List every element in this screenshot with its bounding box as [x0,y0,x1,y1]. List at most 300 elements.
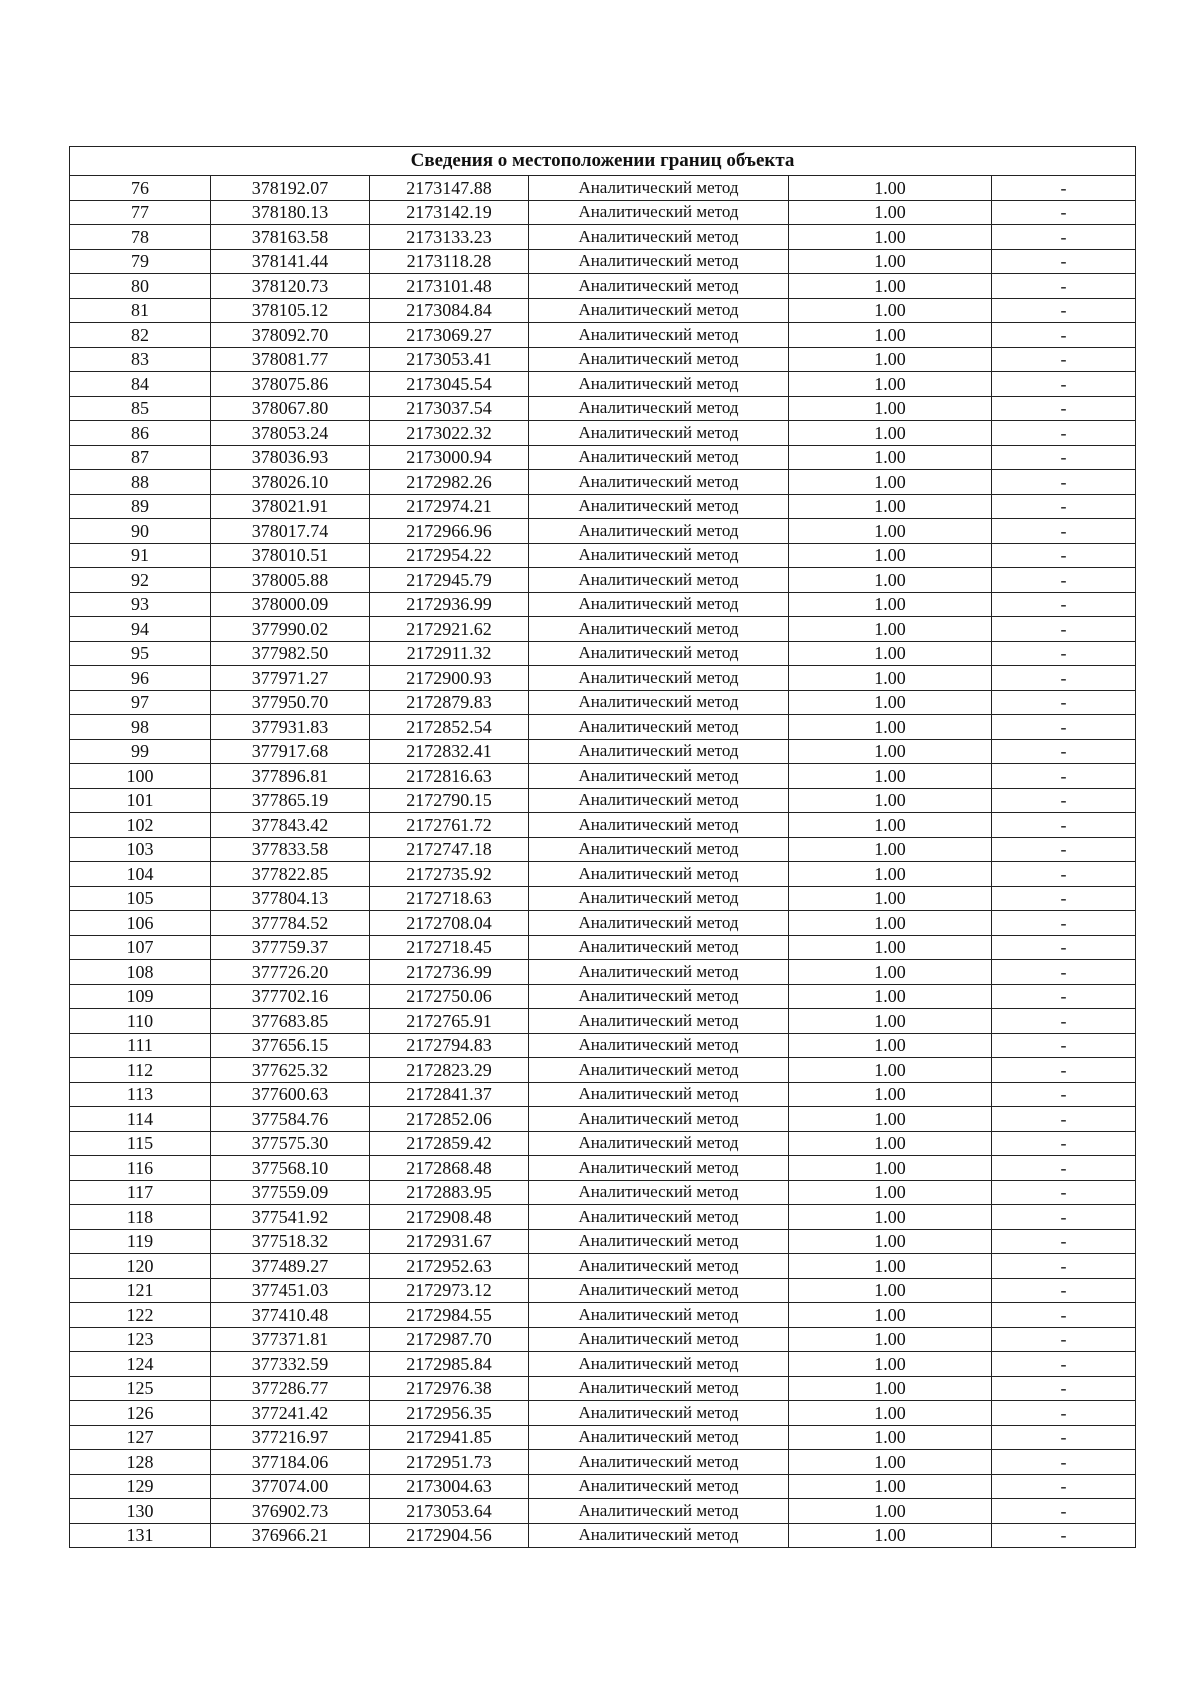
point-number-cell: 98 [70,715,211,740]
table-row [70,1058,1136,1083]
method-cell: Аналитический метод [529,1450,789,1475]
x-coordinate-cell: 378163.58 [211,225,370,250]
accuracy-cell: 1.00 [789,690,992,715]
table-row [70,543,1136,568]
y-coordinate-cell: 2173022.32 [370,421,529,446]
point-number-cell: 89 [70,494,211,519]
note-cell: - [992,764,1136,789]
method-cell: Аналитический метод [529,1131,789,1156]
point-number-cell: 90 [70,519,211,544]
method-cell: Аналитический метод [529,862,789,887]
table-row [70,1009,1136,1034]
y-coordinate-cell: 2172794.83 [370,1033,529,1058]
note-cell: - [992,1131,1136,1156]
point-number-cell: 124 [70,1352,211,1377]
accuracy-cell: 1.00 [789,617,992,642]
accuracy-cell: 1.00 [789,739,992,764]
table-row [70,1474,1136,1499]
y-coordinate-cell: 2172984.55 [370,1303,529,1328]
note-cell: - [992,911,1136,936]
table-row [70,1450,1136,1475]
note-cell: - [992,862,1136,887]
x-coordinate-cell: 377451.03 [211,1278,370,1303]
point-number-cell: 107 [70,935,211,960]
x-coordinate-cell: 377541.92 [211,1205,370,1230]
method-cell: Аналитический метод [529,1180,789,1205]
point-number-cell: 94 [70,617,211,642]
accuracy-cell: 1.00 [789,1303,992,1328]
y-coordinate-cell: 2172823.29 [370,1058,529,1083]
x-coordinate-cell: 378000.09 [211,592,370,617]
accuracy-cell: 1.00 [789,1082,992,1107]
table-row [70,249,1136,274]
y-coordinate-cell: 2172973.12 [370,1278,529,1303]
x-coordinate-cell: 377575.30 [211,1131,370,1156]
table-row [70,1523,1136,1548]
method-cell: Аналитический метод [529,641,789,666]
point-number-cell: 97 [70,690,211,715]
y-coordinate-cell: 2172761.72 [370,813,529,838]
y-coordinate-cell: 2172954.22 [370,543,529,568]
method-cell: Аналитический метод [529,347,789,372]
method-cell: Аналитический метод [529,396,789,421]
x-coordinate-cell: 378010.51 [211,543,370,568]
x-coordinate-cell: 378120.73 [211,274,370,299]
note-cell: - [992,1229,1136,1254]
x-coordinate-cell: 377784.52 [211,911,370,936]
note-cell: - [992,1278,1136,1303]
y-coordinate-cell: 2172956.35 [370,1401,529,1426]
table-row [70,1401,1136,1426]
method-cell: Аналитический метод [529,1082,789,1107]
accuracy-cell: 1.00 [789,788,992,813]
method-cell: Аналитический метод [529,1401,789,1426]
y-coordinate-cell: 2172736.99 [370,960,529,985]
note-cell: - [992,225,1136,250]
method-cell: Аналитический метод [529,739,789,764]
accuracy-cell: 1.00 [789,960,992,985]
x-coordinate-cell: 377518.32 [211,1229,370,1254]
y-coordinate-cell: 2173069.27 [370,323,529,348]
method-cell: Аналитический метод [529,200,789,225]
point-number-cell: 109 [70,984,211,1009]
point-number-cell: 108 [70,960,211,985]
x-coordinate-cell: 378075.86 [211,372,370,397]
method-cell: Аналитический метод [529,837,789,862]
method-cell: Аналитический метод [529,445,789,470]
x-coordinate-cell: 378180.13 [211,200,370,225]
table-row [70,1156,1136,1181]
method-cell: Аналитический метод [529,1474,789,1499]
method-cell: Аналитический метод [529,176,789,201]
x-coordinate-cell: 377833.58 [211,837,370,862]
table-row [70,494,1136,519]
method-cell: Аналитический метод [529,935,789,960]
note-cell: - [992,1156,1136,1181]
note-cell: - [992,543,1136,568]
x-coordinate-cell: 378005.88 [211,568,370,593]
method-cell: Аналитический метод [529,274,789,299]
table-row [70,911,1136,936]
point-number-cell: 93 [70,592,211,617]
point-number-cell: 99 [70,739,211,764]
note-cell: - [992,1425,1136,1450]
x-coordinate-cell: 377600.63 [211,1082,370,1107]
table-row [70,421,1136,446]
y-coordinate-cell: 2172868.48 [370,1156,529,1181]
table-row [70,764,1136,789]
note-cell: - [992,984,1136,1009]
point-number-cell: 127 [70,1425,211,1450]
x-coordinate-cell: 377568.10 [211,1156,370,1181]
method-cell: Аналитический метод [529,372,789,397]
point-number-cell: 80 [70,274,211,299]
table-row [70,1180,1136,1205]
method-cell: Аналитический метод [529,715,789,740]
point-number-cell: 114 [70,1107,211,1132]
note-cell: - [992,519,1136,544]
table-title: Сведения о местоположении границ объекта [70,147,1136,176]
point-number-cell: 122 [70,1303,211,1328]
x-coordinate-cell: 377625.32 [211,1058,370,1083]
y-coordinate-cell: 2172900.93 [370,666,529,691]
point-number-cell: 118 [70,1205,211,1230]
accuracy-cell: 1.00 [789,1254,992,1279]
method-cell: Аналитический метод [529,1058,789,1083]
accuracy-cell: 1.00 [789,274,992,299]
x-coordinate-cell: 377822.85 [211,862,370,887]
accuracy-cell: 1.00 [789,666,992,691]
method-cell: Аналитический метод [529,1009,789,1034]
point-number-cell: 121 [70,1278,211,1303]
y-coordinate-cell: 2173142.19 [370,200,529,225]
method-cell: Аналитический метод [529,886,789,911]
point-number-cell: 92 [70,568,211,593]
x-coordinate-cell: 377982.50 [211,641,370,666]
method-cell: Аналитический метод [529,764,789,789]
method-cell: Аналитический метод [529,1278,789,1303]
accuracy-cell: 1.00 [789,1033,992,1058]
table-row [70,1107,1136,1132]
accuracy-cell: 1.00 [789,1352,992,1377]
table-row [70,1499,1136,1524]
y-coordinate-cell: 2173133.23 [370,225,529,250]
point-number-cell: 104 [70,862,211,887]
method-cell: Аналитический метод [529,984,789,1009]
y-coordinate-cell: 2172718.63 [370,886,529,911]
note-cell: - [992,568,1136,593]
y-coordinate-cell: 2172883.95 [370,1180,529,1205]
note-cell: - [992,1499,1136,1524]
point-number-cell: 130 [70,1499,211,1524]
table-row [70,1229,1136,1254]
y-coordinate-cell: 2173084.84 [370,298,529,323]
y-coordinate-cell: 2172941.85 [370,1425,529,1450]
method-cell: Аналитический метод [529,568,789,593]
note-cell: - [992,200,1136,225]
boundary-coordinates-table [69,146,1136,1548]
method-cell: Аналитический метод [529,1033,789,1058]
table-row [70,1278,1136,1303]
accuracy-cell: 1.00 [789,372,992,397]
note-cell: - [992,592,1136,617]
table-row [70,1352,1136,1377]
x-coordinate-cell: 377489.27 [211,1254,370,1279]
method-cell: Аналитический метод [529,788,789,813]
note-cell: - [992,617,1136,642]
table-row [70,886,1136,911]
x-coordinate-cell: 378105.12 [211,298,370,323]
accuracy-cell: 1.00 [789,1499,992,1524]
accuracy-cell: 1.00 [789,1474,992,1499]
point-number-cell: 103 [70,837,211,862]
table-row [70,200,1136,225]
accuracy-cell: 1.00 [789,935,992,960]
table-row [70,225,1136,250]
accuracy-cell: 1.00 [789,445,992,470]
point-number-cell: 128 [70,1450,211,1475]
y-coordinate-cell: 2172952.63 [370,1254,529,1279]
table-row [70,715,1136,740]
point-number-cell: 77 [70,200,211,225]
table-row [70,1327,1136,1352]
x-coordinate-cell: 377843.42 [211,813,370,838]
note-cell: - [992,1082,1136,1107]
accuracy-cell: 1.00 [789,249,992,274]
accuracy-cell: 1.00 [789,1229,992,1254]
point-number-cell: 81 [70,298,211,323]
method-cell: Аналитический метод [529,1107,789,1132]
table-row [70,788,1136,813]
y-coordinate-cell: 2172735.92 [370,862,529,887]
y-coordinate-cell: 2173101.48 [370,274,529,299]
note-cell: - [992,641,1136,666]
note-cell: - [992,666,1136,691]
note-cell: - [992,176,1136,201]
note-cell: - [992,396,1136,421]
note-cell: - [992,347,1136,372]
point-number-cell: 112 [70,1058,211,1083]
y-coordinate-cell: 2172790.15 [370,788,529,813]
note-cell: - [992,715,1136,740]
point-number-cell: 113 [70,1082,211,1107]
accuracy-cell: 1.00 [789,1107,992,1132]
method-cell: Аналитический метод [529,1499,789,1524]
y-coordinate-cell: 2172816.63 [370,764,529,789]
table-row [70,1033,1136,1058]
note-cell: - [992,421,1136,446]
method-cell: Аналитический метод [529,249,789,274]
note-cell: - [992,1523,1136,1548]
accuracy-cell: 1.00 [789,1278,992,1303]
accuracy-cell: 1.00 [789,421,992,446]
note-cell: - [992,298,1136,323]
point-number-cell: 111 [70,1033,211,1058]
y-coordinate-cell: 2172921.62 [370,617,529,642]
accuracy-cell: 1.00 [789,1009,992,1034]
method-cell: Аналитический метод [529,666,789,691]
x-coordinate-cell: 378026.10 [211,470,370,495]
accuracy-cell: 1.00 [789,1131,992,1156]
x-coordinate-cell: 377702.16 [211,984,370,1009]
note-cell: - [992,1474,1136,1499]
x-coordinate-cell: 377683.85 [211,1009,370,1034]
accuracy-cell: 1.00 [789,764,992,789]
note-cell: - [992,813,1136,838]
point-number-cell: 116 [70,1156,211,1181]
accuracy-cell: 1.00 [789,176,992,201]
accuracy-cell: 1.00 [789,568,992,593]
x-coordinate-cell: 376966.21 [211,1523,370,1548]
note-cell: - [992,470,1136,495]
y-coordinate-cell: 2173000.94 [370,445,529,470]
y-coordinate-cell: 2173053.41 [370,347,529,372]
y-coordinate-cell: 2172987.70 [370,1327,529,1352]
note-cell: - [992,1376,1136,1401]
y-coordinate-cell: 2173045.54 [370,372,529,397]
point-number-cell: 106 [70,911,211,936]
method-cell: Аналитический метод [529,225,789,250]
x-coordinate-cell: 378141.44 [211,249,370,274]
method-cell: Аналитический метод [529,1156,789,1181]
note-cell: - [992,1303,1136,1328]
x-coordinate-cell: 378017.74 [211,519,370,544]
method-cell: Аналитический метод [529,323,789,348]
x-coordinate-cell: 377931.83 [211,715,370,740]
y-coordinate-cell: 2173118.28 [370,249,529,274]
note-cell: - [992,1450,1136,1475]
method-cell: Аналитический метод [529,617,789,642]
x-coordinate-cell: 377584.76 [211,1107,370,1132]
accuracy-cell: 1.00 [789,323,992,348]
accuracy-cell: 1.00 [789,494,992,519]
x-coordinate-cell: 377184.06 [211,1450,370,1475]
note-cell: - [992,323,1136,348]
table-row [70,935,1136,960]
table-row [70,592,1136,617]
x-coordinate-cell: 378053.24 [211,421,370,446]
point-number-cell: 126 [70,1401,211,1426]
accuracy-cell: 1.00 [789,225,992,250]
y-coordinate-cell: 2173147.88 [370,176,529,201]
point-number-cell: 119 [70,1229,211,1254]
point-number-cell: 117 [70,1180,211,1205]
note-cell: - [992,788,1136,813]
method-cell: Аналитический метод [529,1327,789,1352]
x-coordinate-cell: 378036.93 [211,445,370,470]
x-coordinate-cell: 377726.20 [211,960,370,985]
y-coordinate-cell: 2173037.54 [370,396,529,421]
y-coordinate-cell: 2173004.63 [370,1474,529,1499]
accuracy-cell: 1.00 [789,470,992,495]
point-number-cell: 78 [70,225,211,250]
x-coordinate-cell: 376902.73 [211,1499,370,1524]
method-cell: Аналитический метод [529,911,789,936]
table-row [70,862,1136,887]
x-coordinate-cell: 377896.81 [211,764,370,789]
accuracy-cell: 1.00 [789,347,992,372]
y-coordinate-cell: 2172936.99 [370,592,529,617]
y-coordinate-cell: 2172908.48 [370,1205,529,1230]
table-row [70,470,1136,495]
table-row [70,372,1136,397]
method-cell: Аналитический метод [529,421,789,446]
x-coordinate-cell: 377286.77 [211,1376,370,1401]
x-coordinate-cell: 377410.48 [211,1303,370,1328]
point-number-cell: 82 [70,323,211,348]
table-title-row [70,147,1136,176]
note-cell: - [992,960,1136,985]
method-cell: Аналитический метод [529,543,789,568]
point-number-cell: 131 [70,1523,211,1548]
boundary-table-container [69,146,1135,1548]
point-number-cell: 76 [70,176,211,201]
y-coordinate-cell: 2172976.38 [370,1376,529,1401]
y-coordinate-cell: 2172765.91 [370,1009,529,1034]
y-coordinate-cell: 2172931.67 [370,1229,529,1254]
x-coordinate-cell: 377865.19 [211,788,370,813]
table-row [70,739,1136,764]
table-row [70,323,1136,348]
point-number-cell: 79 [70,249,211,274]
x-coordinate-cell: 378192.07 [211,176,370,201]
x-coordinate-cell: 377371.81 [211,1327,370,1352]
accuracy-cell: 1.00 [789,396,992,421]
table-row [70,298,1136,323]
point-number-cell: 91 [70,543,211,568]
x-coordinate-cell: 377759.37 [211,935,370,960]
x-coordinate-cell: 377559.09 [211,1180,370,1205]
y-coordinate-cell: 2172750.06 [370,984,529,1009]
accuracy-cell: 1.00 [789,519,992,544]
table-row [70,666,1136,691]
accuracy-cell: 1.00 [789,984,992,1009]
method-cell: Аналитический метод [529,519,789,544]
table-row [70,1425,1136,1450]
table-row [70,1376,1136,1401]
x-coordinate-cell: 377917.68 [211,739,370,764]
accuracy-cell: 1.00 [789,1327,992,1352]
point-number-cell: 102 [70,813,211,838]
accuracy-cell: 1.00 [789,862,992,887]
method-cell: Аналитический метод [529,494,789,519]
y-coordinate-cell: 2172951.73 [370,1450,529,1475]
accuracy-cell: 1.00 [789,1450,992,1475]
note-cell: - [992,274,1136,299]
point-number-cell: 87 [70,445,211,470]
x-coordinate-cell: 377971.27 [211,666,370,691]
accuracy-cell: 1.00 [789,1058,992,1083]
accuracy-cell: 1.00 [789,1523,992,1548]
point-number-cell: 125 [70,1376,211,1401]
x-coordinate-cell: 377950.70 [211,690,370,715]
x-coordinate-cell: 377074.00 [211,1474,370,1499]
note-cell: - [992,494,1136,519]
accuracy-cell: 1.00 [789,911,992,936]
point-number-cell: 85 [70,396,211,421]
x-coordinate-cell: 378092.70 [211,323,370,348]
y-coordinate-cell: 2172985.84 [370,1352,529,1377]
accuracy-cell: 1.00 [789,200,992,225]
note-cell: - [992,249,1136,274]
note-cell: - [992,739,1136,764]
x-coordinate-cell: 377990.02 [211,617,370,642]
accuracy-cell: 1.00 [789,1376,992,1401]
accuracy-cell: 1.00 [789,715,992,740]
point-number-cell: 88 [70,470,211,495]
note-cell: - [992,1205,1136,1230]
point-number-cell: 95 [70,641,211,666]
